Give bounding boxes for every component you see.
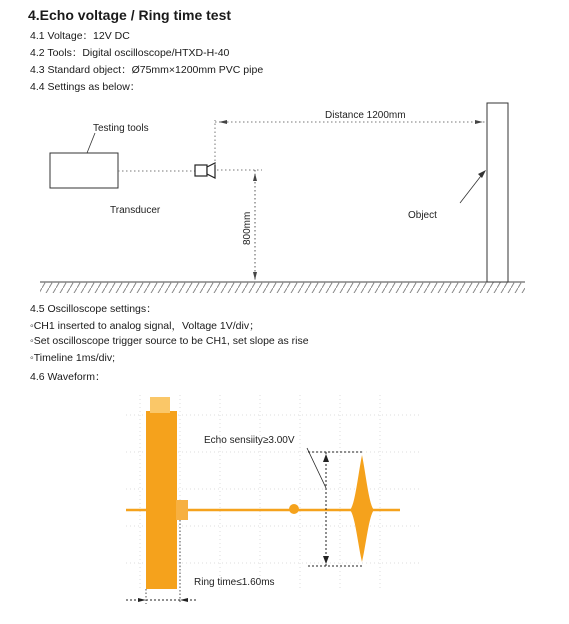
- test-setup-diagram: [0, 95, 569, 300]
- ring-tail: [176, 500, 188, 520]
- distance-arrow-left: [219, 120, 227, 124]
- testing-tools-leader: [87, 133, 95, 153]
- height-label: 800mm: [242, 211, 253, 245]
- object-pipe: [487, 103, 508, 282]
- echo-sensitivity-label: Echo sensiity≥3.00V: [204, 435, 295, 446]
- transmit-burst-spikes: [150, 397, 170, 413]
- section-title: 4.Echo voltage / Ring time test: [28, 7, 232, 23]
- object-leader-arrow: [478, 170, 486, 178]
- echo-burst: [350, 455, 374, 562]
- waveform-heading: 4.6 Waveform：: [30, 371, 106, 383]
- testing-tools-box: [50, 153, 118, 188]
- spec-voltage: 4.1 Voltage：12V DC: [30, 30, 130, 42]
- height-arrow-bottom: [253, 272, 257, 280]
- ground-hatch: [40, 282, 525, 293]
- echo-arrow-top: [323, 454, 329, 462]
- transducer-icon: [195, 163, 215, 178]
- spec-tools: 4.2 Tools：Digital oscilloscope/HTXD-H-40: [30, 47, 230, 59]
- osc-settings-heading: 4.5 Oscilloscope settings：: [30, 303, 157, 315]
- distance-label: Distance 1200mm: [325, 110, 406, 121]
- noise-bump: [289, 504, 299, 514]
- spec-settings-heading: 4.4 Settings as below：: [30, 81, 141, 93]
- ring-arrow-right: [180, 598, 188, 602]
- spec-standard-object: 4.3 Standard object：Ø75mm×1200mm PVC pipe: [30, 64, 264, 76]
- transmit-burst: [146, 411, 177, 589]
- osc-setting-trigger: ◦Set oscilloscope trigger source to be CH1, set slope as rise: [30, 335, 309, 347]
- echo-label-leader: [307, 448, 326, 488]
- distance-arrow-right: [475, 120, 483, 124]
- osc-setting-timeline: ◦Timeline 1ms/div;: [30, 352, 116, 364]
- height-arrow-top: [253, 173, 257, 181]
- transducer-label: Transducer: [110, 205, 161, 216]
- object-label: Object: [408, 210, 437, 221]
- osc-setting-ch1: ◦CH1 inserted to analog signal，Voltage 1V/div；: [30, 320, 260, 332]
- ring-time-label: Ring time≤1.60ms: [194, 577, 275, 588]
- ring-arrow-left: [138, 598, 146, 602]
- object-leader: [460, 172, 484, 203]
- waveform-figure: [0, 385, 569, 624]
- testing-tools-label: Testing tools: [93, 123, 149, 134]
- echo-arrow-bottom: [323, 556, 329, 564]
